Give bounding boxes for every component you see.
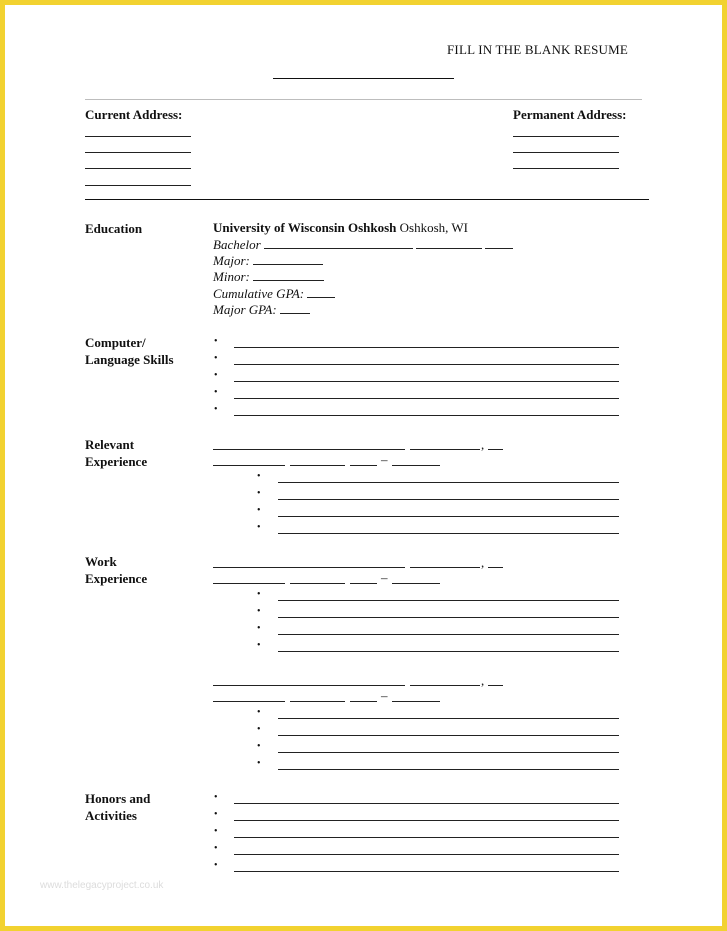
page-title: FILL IN THE BLANK RESUME bbox=[447, 42, 629, 57]
name-blank-line[interactable] bbox=[273, 78, 454, 79]
work-heading-line1: Work bbox=[85, 554, 117, 569]
skill-line[interactable] bbox=[234, 347, 619, 348]
duty-line[interactable] bbox=[278, 752, 619, 753]
bullet: • bbox=[214, 404, 218, 415]
duty-line[interactable] bbox=[278, 516, 619, 517]
address-divider bbox=[85, 199, 649, 200]
employer-blank[interactable] bbox=[410, 567, 480, 568]
date-dash: – bbox=[381, 452, 388, 467]
date-blank[interactable] bbox=[392, 583, 440, 584]
date-blank[interactable] bbox=[290, 583, 345, 584]
date-blank[interactable] bbox=[350, 701, 377, 702]
minor-blank[interactable] bbox=[253, 270, 324, 281]
date-dash: – bbox=[381, 570, 388, 585]
relevant-heading-line1: Relevant bbox=[85, 437, 135, 452]
date-blank[interactable] bbox=[290, 465, 345, 466]
bullet: • bbox=[257, 522, 261, 533]
bullet: • bbox=[257, 589, 261, 600]
duty-line[interactable] bbox=[278, 651, 619, 652]
bullet: • bbox=[257, 623, 261, 634]
date-blank[interactable] bbox=[213, 465, 285, 466]
work-heading-line2: Experience bbox=[85, 571, 148, 586]
degree-blank[interactable] bbox=[416, 238, 482, 249]
permanent-address-line[interactable] bbox=[513, 136, 619, 137]
bullet: • bbox=[214, 353, 218, 364]
skills-heading-line2: Language Skills bbox=[85, 352, 174, 367]
minor-row bbox=[213, 269, 324, 285]
bullet: • bbox=[214, 860, 218, 871]
bullet: • bbox=[257, 741, 261, 752]
bullet: • bbox=[257, 505, 261, 516]
duty-line[interactable] bbox=[278, 600, 619, 601]
education-school bbox=[213, 220, 468, 236]
employer-blank[interactable] bbox=[410, 449, 480, 450]
bullet: • bbox=[257, 606, 261, 617]
bullet: • bbox=[214, 387, 218, 398]
date-blank[interactable] bbox=[392, 465, 440, 466]
permanent-address-line[interactable] bbox=[513, 152, 619, 153]
honors-heading bbox=[85, 790, 150, 824]
header-divider bbox=[85, 99, 642, 100]
current-address-line[interactable] bbox=[85, 168, 191, 169]
bullet: • bbox=[257, 488, 261, 499]
minor-label: Minor: bbox=[213, 269, 250, 284]
position-blank[interactable] bbox=[213, 685, 405, 686]
current-address-line[interactable] bbox=[85, 152, 191, 153]
relevant-heading bbox=[85, 436, 147, 470]
cgpa-label: Cumulative GPA: bbox=[213, 286, 305, 301]
cgpa-row bbox=[213, 286, 335, 302]
degree-row bbox=[213, 237, 513, 253]
relevant-heading-line2: Experience bbox=[85, 454, 148, 469]
bullet: • bbox=[214, 809, 218, 820]
bullet: • bbox=[214, 826, 218, 837]
location-blank[interactable] bbox=[488, 449, 503, 450]
duty-line[interactable] bbox=[278, 499, 619, 500]
date-blank[interactable] bbox=[350, 583, 377, 584]
date-blank[interactable] bbox=[213, 583, 285, 584]
location-blank[interactable] bbox=[488, 567, 503, 568]
work-heading bbox=[85, 553, 147, 587]
duty-line[interactable] bbox=[278, 482, 619, 483]
bullet: • bbox=[257, 707, 261, 718]
current-address-line[interactable] bbox=[85, 136, 191, 137]
skill-line[interactable] bbox=[234, 381, 619, 382]
date-dash: – bbox=[381, 688, 388, 703]
employer-blank[interactable] bbox=[410, 685, 480, 686]
honor-line[interactable] bbox=[234, 854, 619, 855]
comma: , bbox=[481, 437, 485, 452]
mgpa-row bbox=[213, 302, 310, 318]
bullet: • bbox=[214, 792, 218, 803]
duty-line[interactable] bbox=[278, 533, 619, 534]
date-blank[interactable] bbox=[392, 701, 440, 702]
degree-blank[interactable] bbox=[264, 238, 413, 249]
comma: , bbox=[481, 673, 485, 688]
skill-line[interactable] bbox=[234, 364, 619, 365]
degree-blank[interactable] bbox=[485, 238, 513, 249]
bullet: • bbox=[257, 471, 261, 482]
school-location: Oshkosh, WI bbox=[399, 220, 468, 235]
comma: , bbox=[481, 555, 485, 570]
duty-line[interactable] bbox=[278, 617, 619, 618]
watermark: www.thelegacyproject.co.uk bbox=[40, 880, 164, 891]
education-heading: Education bbox=[85, 221, 143, 236]
honor-line[interactable] bbox=[234, 803, 619, 804]
bullet: • bbox=[257, 640, 261, 651]
skill-line[interactable] bbox=[234, 415, 619, 416]
bullet: • bbox=[214, 843, 218, 854]
duty-line[interactable] bbox=[278, 769, 619, 770]
date-blank[interactable] bbox=[290, 701, 345, 702]
bullet: • bbox=[257, 758, 261, 769]
skills-heading bbox=[85, 334, 174, 368]
skill-line[interactable] bbox=[234, 398, 619, 399]
skills-heading-line1: Computer/ bbox=[85, 335, 146, 350]
duty-line[interactable] bbox=[278, 735, 619, 736]
date-blank[interactable] bbox=[350, 465, 377, 466]
mgpa-blank[interactable] bbox=[280, 303, 310, 314]
location-blank[interactable] bbox=[488, 685, 503, 686]
major-label: Major: bbox=[213, 253, 250, 268]
permanent-address-line[interactable] bbox=[513, 168, 619, 169]
permanent-address-label: Permanent Address: bbox=[513, 107, 627, 122]
honors-heading-line2: Activities bbox=[85, 808, 137, 823]
bullet: • bbox=[214, 336, 218, 347]
honor-line[interactable] bbox=[234, 871, 619, 872]
honor-line[interactable] bbox=[234, 820, 619, 821]
degree-label: Bachelor bbox=[213, 237, 261, 252]
date-blank[interactable] bbox=[213, 701, 285, 702]
major-row bbox=[213, 253, 323, 269]
bullet: • bbox=[214, 370, 218, 381]
honors-heading-line1: Honors and bbox=[85, 791, 151, 806]
mgpa-label: Major GPA: bbox=[213, 302, 277, 317]
major-blank[interactable] bbox=[253, 254, 323, 265]
school-name: University of Wisconsin Oshkosh bbox=[213, 220, 397, 235]
duty-line[interactable] bbox=[278, 634, 619, 635]
cgpa-blank[interactable] bbox=[307, 287, 335, 298]
position-blank[interactable] bbox=[213, 567, 405, 568]
bullet: • bbox=[257, 724, 261, 735]
duty-line[interactable] bbox=[278, 718, 619, 719]
position-blank[interactable] bbox=[213, 449, 405, 450]
current-address-label: Current Address: bbox=[85, 107, 183, 122]
honor-line[interactable] bbox=[234, 837, 619, 838]
current-address-line[interactable] bbox=[85, 185, 191, 186]
